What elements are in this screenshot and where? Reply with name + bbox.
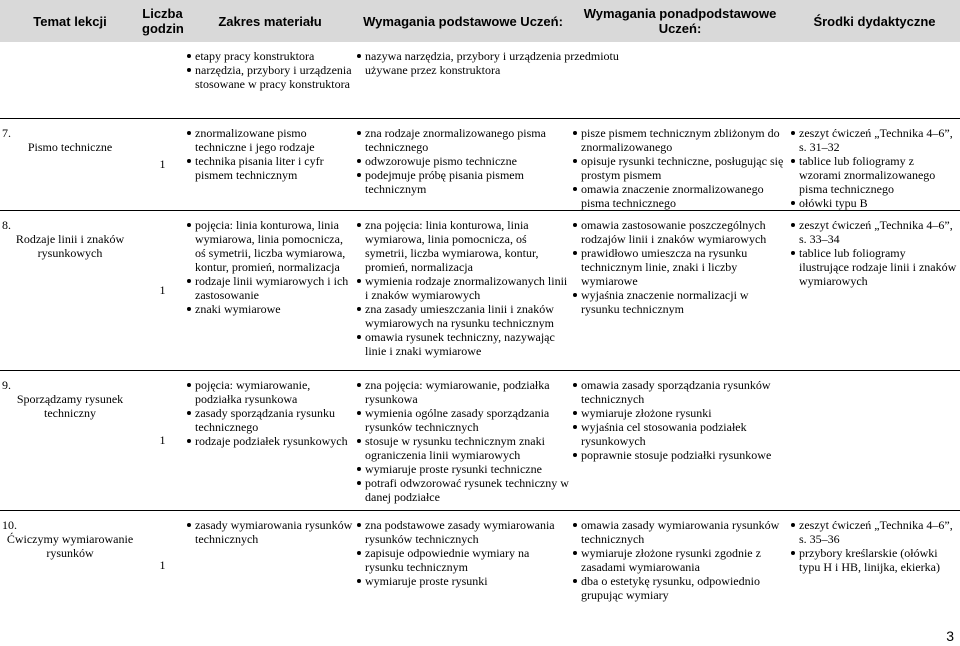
lesson-title: Ćwiczymy wymiarowanie rysunków <box>6 531 134 560</box>
lesson-cell <box>0 510 140 620</box>
list-item: wymiaruje proste rysunki techniczne <box>357 462 569 476</box>
header-teaching-aids: Środki dydaktyczne <box>789 0 960 42</box>
scope-cell <box>185 370 355 510</box>
list-item: rodzaje linii wymiarowych i ich zastosowanie <box>187 274 353 302</box>
list-item: zna pojęcia: wymiarowanie, podziałka rysunkowa <box>357 378 569 406</box>
list-item: przybory kreślarskie (ołówki typu H i HB, linijka, ekierka) <box>791 546 958 574</box>
header-lesson-topic: Temat lekcji <box>0 0 140 42</box>
table-row <box>0 210 960 370</box>
list-item: omawia zastosowanie poszczególnych rodzajów linii i znaków wymiarowych <box>573 218 787 246</box>
hours-cell: 1 <box>140 370 185 510</box>
list-item: wymiaruje złożone rysunki zgodnie z zasadami wymiarowania <box>573 546 787 574</box>
list-item: rodzaje podziałek rysunkowych <box>187 434 353 448</box>
list-item: podejmuje próbę pisania pismem technicznym <box>357 168 569 196</box>
list-item: wyjaśnia cel stosowania podziałek rysunkowych <box>573 420 787 448</box>
list-item: zeszyt ćwiczeń „Technika 4–6”, s. 33–34 <box>791 218 958 246</box>
list-item: technika pisania liter i cyfr pismem technicznym <box>187 154 353 182</box>
list-item: poprawnie stosuje podziałki rysunkowe <box>573 448 787 462</box>
lesson-cell <box>0 210 140 370</box>
hours-cell: 1 <box>140 118 185 210</box>
hours-cell: 1 <box>140 510 185 620</box>
list-item: zna pojęcia: linia konturowa, linia wymiarowa, linia pomocnicza, oś symetrii, liczba wymiarowa, kontur, promień, normalizacja <box>357 218 569 274</box>
list-item: wymiaruje proste rysunki <box>357 574 569 588</box>
advanced-requirements-cell <box>571 210 789 370</box>
lesson-number: 9. <box>2 377 11 392</box>
header-advanced-requirements: Wymagania ponadpodstawowe Uczeń: <box>571 0 789 42</box>
lesson-cell <box>0 118 140 210</box>
lesson-title: Sporządzamy rysunek techniczny <box>16 391 124 420</box>
list-item: zeszyt ćwiczeń „Technika 4–6”, s. 35–36 <box>791 518 958 546</box>
list-item: omawia rysunek techniczny, nazywając linie i znaki wymiarowe <box>357 330 569 358</box>
list-item: zapisuje odpowiednie wymiary na rysunku technicznym <box>357 546 569 574</box>
list-item: znormalizowane pismo techniczne i jego rodzaje <box>187 126 353 154</box>
lesson-cell <box>0 370 140 510</box>
page-number: 3 <box>946 628 954 644</box>
advanced-requirements-cell <box>571 370 789 510</box>
scope-cell <box>185 210 355 370</box>
list-item: etapy pracy konstruktora <box>187 49 353 63</box>
table-row <box>0 510 960 620</box>
list-item: prawidłowo umieszcza na rysunku technicznym linie, znaki i liczby wymiarowe <box>573 246 787 288</box>
header-hours: Liczba godzin <box>140 0 185 42</box>
lesson-number: 8. <box>2 217 11 232</box>
list-item: ołówki typu B <box>791 196 958 210</box>
table-row <box>0 42 960 118</box>
header-row <box>0 0 960 42</box>
scope-cell <box>185 42 355 118</box>
list-item: wyjaśnia znaczenie normalizacji w rysunku technicznym <box>573 288 787 316</box>
scope-cell <box>185 510 355 620</box>
list-item: narzędzia, przybory i urządzenia stosowane w pracy konstruktora <box>187 63 353 91</box>
list-item: zna podstawowe zasady wymiarowania rysunków technicznych <box>357 518 569 546</box>
list-item: wymiaruje złożone rysunki <box>573 406 787 420</box>
hours-cell <box>140 42 185 118</box>
materials-cell <box>789 42 960 118</box>
list-item: potrafi odwzorować rysunek techniczny w danej podziałce <box>357 476 569 504</box>
lesson-cell <box>0 42 140 118</box>
list-item: nazywa narzędzia, przybory i urządzenia przedmiotu używane przez konstruktora <box>357 49 627 77</box>
advanced-requirements-cell <box>571 510 789 620</box>
list-item: wymienia ogólne zasady sporządzania rysunków technicznych <box>357 406 569 434</box>
lesson-number: 10. <box>2 517 17 532</box>
materials-cell <box>789 210 960 370</box>
list-item: zeszyt ćwiczeń „Technika 4–6”, s. 31–32 <box>791 126 958 154</box>
list-item: omawia zasady wymiarowania rysunków technicznych <box>573 518 787 546</box>
header-scope: Zakres materiału <box>185 0 355 42</box>
header-basic-requirements: Wymagania podstawowe Uczeń: <box>355 0 571 42</box>
list-item: odwzorowuje pismo techniczne <box>357 154 569 168</box>
list-item: pojęcia: wymiarowanie, podziałka rysunkowa <box>187 378 353 406</box>
basic-requirements-cell <box>355 370 571 510</box>
list-item: omawia zasady sporządzania rysunków technicznych <box>573 378 787 406</box>
scope-cell <box>185 118 355 210</box>
list-item: stosuje w rysunku technicznym znaki ograniczenia linii wymiarowych <box>357 434 569 462</box>
materials-cell <box>789 118 960 210</box>
list-item: zasady sporządzania rysunku technicznego <box>187 406 353 434</box>
list-item: dba o estetykę rysunku, odpowiednio grupując wymiary <box>573 574 787 602</box>
materials-cell <box>789 370 960 510</box>
table-row <box>0 118 960 210</box>
lesson-title: Rodzaje linii i znaków rysunkowych <box>15 231 125 260</box>
list-item: tablice lub foliogramy ilustrujące rodzaje linii i znaków wymiarowych <box>791 246 958 288</box>
list-item: znaki wymiarowe <box>187 302 353 316</box>
hours-cell: 1 <box>140 210 185 370</box>
list-item: wymienia rodzaje znormalizowanych linii i znaków wymiarowych <box>357 274 569 302</box>
advanced-requirements-cell <box>571 118 789 210</box>
list-item: opisuje rysunki techniczne, posługując się prostym pismem <box>573 154 787 182</box>
list-item: zna rodzaje znormalizowanego pisma technicznego <box>357 126 569 154</box>
basic-requirements-cell <box>355 510 571 620</box>
list-item: pisze pismem technicznym zbliżonym do znormalizowanego <box>573 126 787 154</box>
list-item: pojęcia: linia konturowa, linia wymiarowa, linia pomocnicza, oś symetrii, liczba wymiarowa, kontur, promień, normalizacja <box>187 218 353 274</box>
list-item: zna zasady umieszczania linii i znaków wymiarowych na rysunku technicznym <box>357 302 569 330</box>
lesson-title: Pismo techniczne <box>27 139 113 154</box>
basic-requirements-cell <box>355 210 571 370</box>
basic-requirements-cell <box>355 42 789 118</box>
table-row <box>0 370 960 510</box>
basic-requirements-cell <box>355 118 571 210</box>
list-item: omawia znaczenie znormalizowanego pisma technicznego <box>573 182 787 210</box>
list-item: zasady wymiarowania rysunków technicznych <box>187 518 353 546</box>
list-item: tablice lub foliogramy z wzorami znormalizowanego pisma technicznego <box>791 154 958 196</box>
lesson-number: 7. <box>2 125 11 140</box>
materials-cell <box>789 510 960 620</box>
